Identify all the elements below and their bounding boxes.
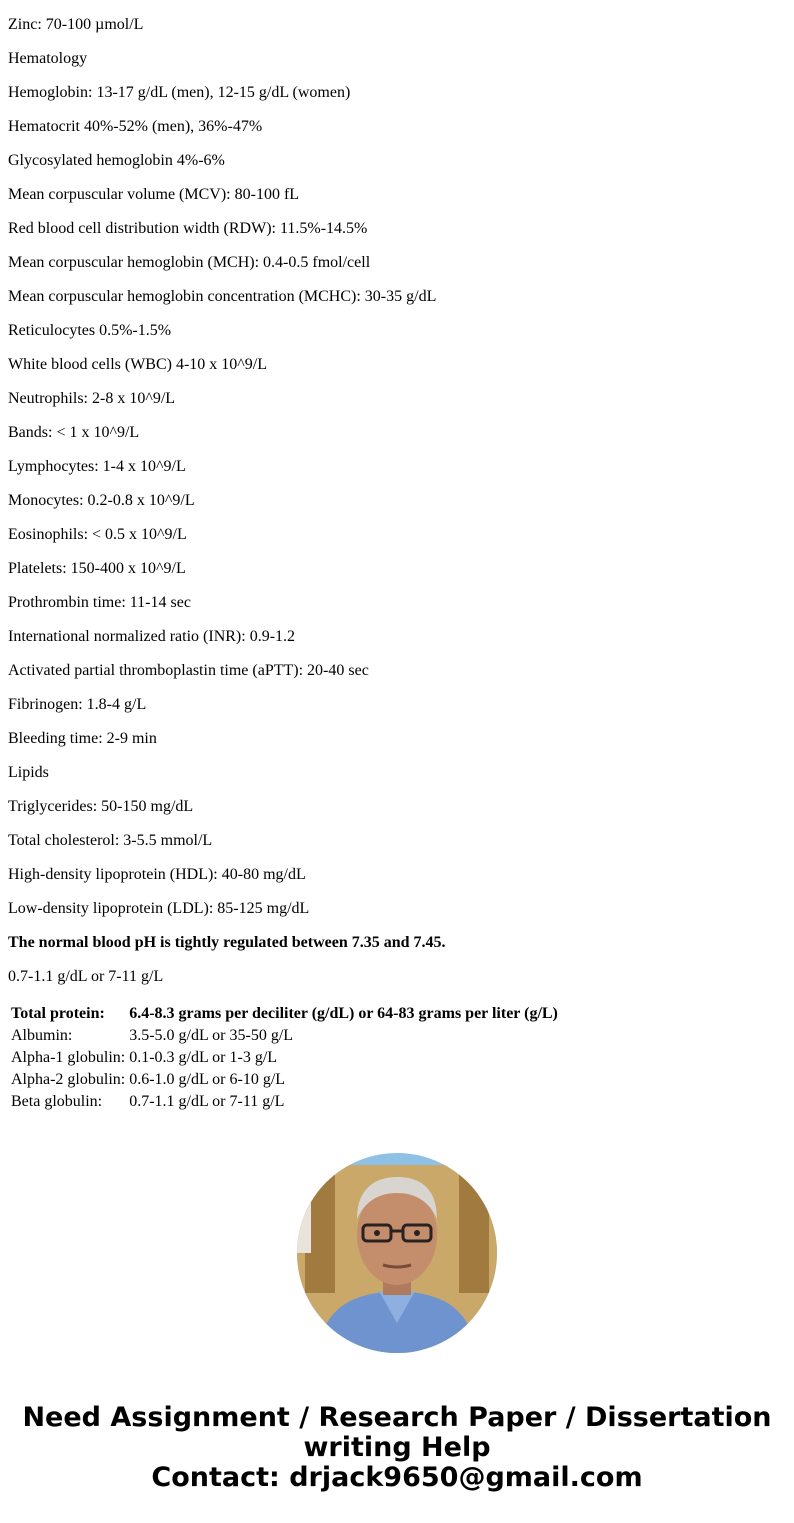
blood-ph-statement: The normal blood pH is tightly regulated between 7.35 and 7.45. <box>8 934 446 951</box>
ref-line: Low-density lipoprotein (LDL): 85-125 mg/dL <box>8 900 310 917</box>
protein-label: Albumin: <box>11 1027 73 1044</box>
ref-line: International normalized ratio (INR): 0.9-1.2 <box>8 628 296 645</box>
reference-values-list <box>8 16 778 1002</box>
promo-contact-line: Contact: drjack9650@gmail.com <box>151 1462 643 1493</box>
ref-line: Prothrombin time: 11-14 sec <box>8 594 191 611</box>
ref-line: Neutrophils: 2-8 x 10^9/L <box>8 390 176 407</box>
ref-line: Lymphocytes: 1-4 x 10^9/L <box>8 458 186 475</box>
ref-line: Bleeding time: 2-9 min <box>8 730 157 747</box>
protein-label: Alpha-2 globulin: <box>11 1071 126 1088</box>
ref-line: Zinc: 70-100 µmol/L <box>8 16 144 33</box>
ref-line: Activated partial thromboplastin time (aPTT): 20-40 sec <box>8 662 369 679</box>
protein-value: 0.7-1.1 g/dL or 7-11 g/L <box>129 1093 285 1110</box>
ref-line: Monocytes: 0.2-0.8 x 10^9/L <box>8 492 195 509</box>
ref-line: Red blood cell distribution width (RDW): 11.5%-14.5% <box>8 220 368 237</box>
author-avatar <box>297 1153 497 1353</box>
table-row <box>10 1070 559 1090</box>
ref-line: Mean corpuscular hemoglobin concentration (MCHC): 30-35 g/dL <box>8 288 437 305</box>
ref-line: Eosinophils: < 0.5 x 10^9/L <box>8 526 187 543</box>
section-heading-hematology: Hematology <box>8 50 88 67</box>
section-heading-lipids: Lipids <box>8 764 49 781</box>
protein-value: 0.1-0.3 g/dL or 1-3 g/L <box>129 1049 278 1066</box>
protein-label: Alpha-1 globulin: <box>11 1049 126 1066</box>
ref-line: Fibrinogen: 1.8-4 g/L <box>8 696 147 713</box>
ref-line: 0.7-1.1 g/dL or 7-11 g/L <box>8 968 164 985</box>
table-row <box>10 1026 559 1046</box>
ref-line: Total cholesterol: 3-5.5 mmol/L <box>8 832 213 849</box>
promo-line-1: Need Assignment / Research Paper / Dissertation <box>22 1402 772 1433</box>
protein-value: 3.5-5.0 g/dL or 35-50 g/L <box>129 1027 294 1044</box>
protein-table <box>8 1002 561 1114</box>
ref-line: Reticulocytes 0.5%-1.5% <box>8 322 172 339</box>
ref-line: Mean corpuscular volume (MCV): 80-100 fL <box>8 186 300 203</box>
ref-line: Bands: < 1 x 10^9/L <box>8 424 140 441</box>
ref-line: Hematocrit 40%-52% (men), 36%-47% <box>8 118 263 135</box>
promo-banner <box>0 1403 794 1493</box>
protein-value: 0.6-1.0 g/dL or 6-10 g/L <box>129 1071 286 1088</box>
table-row <box>10 1048 559 1068</box>
ref-line: Glycosylated hemoglobin 4%-6% <box>8 152 225 169</box>
ref-line: Platelets: 150-400 x 10^9/L <box>8 560 186 577</box>
promo-line-2: writing Help <box>303 1432 491 1463</box>
protein-label: Beta globulin: <box>11 1093 103 1110</box>
ref-line: Triglycerides: 50-150 mg/dL <box>8 798 194 815</box>
ref-line: White blood cells (WBC) 4-10 x 10^9/L <box>8 356 268 373</box>
table-row <box>10 1004 559 1024</box>
ref-line: Mean corpuscular hemoglobin (MCH): 0.4-0.5 fmol/cell <box>8 254 371 271</box>
ref-line: High-density lipoprotein (HDL): 40-80 mg/dL <box>8 866 306 883</box>
protein-label: Total protein: <box>11 1005 105 1022</box>
ref-line: Hemoglobin: 13-17 g/dL (men), 12-15 g/dL (women) <box>8 84 351 101</box>
table-row <box>10 1092 559 1112</box>
author-portrait-image <box>297 1153 497 1353</box>
protein-value: 6.4-8.3 grams per deciliter (g/dL) or 64-83 grams per liter (g/L) <box>129 1005 558 1022</box>
